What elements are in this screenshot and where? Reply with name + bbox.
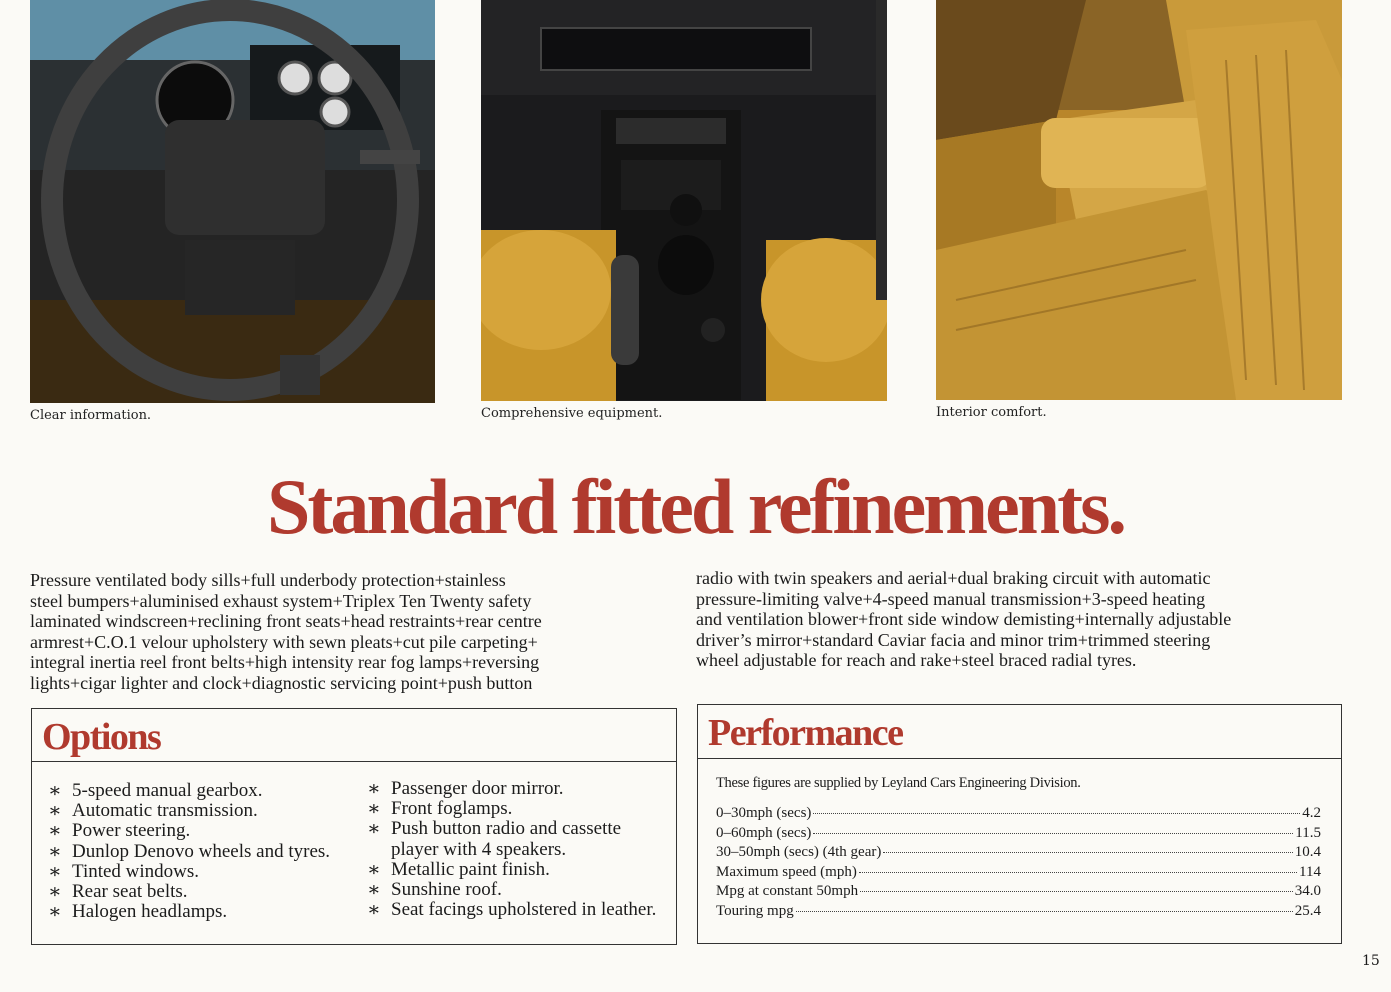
options-box xyxy=(31,708,677,945)
asterisk-icon: ∗ xyxy=(48,800,62,823)
performance-label: Touring mpg xyxy=(716,902,794,919)
body-line: wheel adjustable for reach and rake+steel braced radial tyres. xyxy=(696,650,1137,670)
performance-value: 25.4 xyxy=(1294,902,1321,919)
performance-row xyxy=(716,805,1321,825)
performance-note: These figures are supplied by Leyland Cars Engineering Division. xyxy=(716,775,1081,791)
body-line: laminated windscreen+reclining front seats+head restraints+rear centre xyxy=(30,611,542,631)
headline: Standard fitted refinements. xyxy=(267,463,1124,550)
performance-row xyxy=(716,883,1321,903)
asterisk-icon: ∗ xyxy=(367,879,381,902)
performance-value: 4.2 xyxy=(1302,805,1321,821)
asterisk-icon: ∗ xyxy=(367,899,381,922)
dot-leader xyxy=(813,833,1293,834)
option-item: ∗ Power steering. xyxy=(48,820,191,843)
performance-row xyxy=(716,903,1321,923)
dot-leader xyxy=(883,852,1292,853)
performance-label: 0–30mph (secs) xyxy=(716,805,812,821)
photo-dashboard xyxy=(30,0,435,403)
options-list-right xyxy=(367,779,657,920)
performance-row xyxy=(716,844,1321,864)
performance-value: 11.5 xyxy=(1295,824,1321,841)
body-line: integral inertia reel front belts+high intensity rear fog lamps+reversing xyxy=(30,652,540,672)
body-line: and ventilation blower+front side window demisting+internally adjustable xyxy=(696,609,1232,629)
performance-value: 10.4 xyxy=(1294,844,1321,861)
asterisk-icon: ∗ xyxy=(48,780,62,802)
body-line: radio with twin speakers and aerial+dual braking circuit with automatic xyxy=(696,568,1211,588)
photo-console xyxy=(481,0,887,401)
performance-box xyxy=(697,704,1342,944)
option-item: ∗ Sunshine roof. xyxy=(367,879,502,902)
body-left-column xyxy=(30,570,670,693)
body-right-column xyxy=(696,568,1356,671)
performance-value: 34.0 xyxy=(1294,883,1321,900)
option-item: ∗ Push button radio and cassette player with 4 speakers. xyxy=(367,818,622,860)
photo-caption: Comprehensive equipment. xyxy=(481,406,663,421)
performance-title: Performance xyxy=(708,712,903,754)
options-header xyxy=(32,709,676,762)
option-item: ∗ Dunlop Denovo wheels and tyres. xyxy=(48,840,331,863)
asterisk-icon: ∗ xyxy=(48,881,62,904)
asterisk-icon: ∗ xyxy=(48,840,62,863)
page-number: 15 xyxy=(1362,953,1380,969)
performance-row xyxy=(716,864,1321,884)
dot-leader xyxy=(860,891,1293,892)
dot-leader xyxy=(796,911,1293,912)
photo-interior xyxy=(936,0,1342,400)
body-line: steel bumpers+aluminised exhaust system+Triplex Ten Twenty safety xyxy=(30,590,532,611)
performance-label: 0–60mph (secs) xyxy=(716,824,812,841)
performance-label: 30–50mph (secs) (4th gear) xyxy=(716,844,882,861)
option-item: ∗ Seat facings upholstered in leather. xyxy=(367,899,657,922)
asterisk-icon: ∗ xyxy=(48,820,62,843)
dot-leader xyxy=(859,872,1297,873)
asterisk-icon: ∗ xyxy=(48,901,62,924)
body-line: driver’s mirror+standard Caviar facia and minor trim+trimmed steering xyxy=(696,629,1211,650)
options-list-left xyxy=(48,781,368,922)
photo-caption: Clear information. xyxy=(30,408,152,423)
photo-caption: Interior comfort. xyxy=(936,405,1047,420)
option-item: ∗ Automatic transmission. xyxy=(48,800,258,823)
option-item: ∗ Tinted windows. xyxy=(48,860,200,883)
performance-value: 114 xyxy=(1299,863,1321,880)
option-item: ∗ 5-speed manual gearbox. xyxy=(48,780,263,802)
option-item: ∗ Front foglamps. xyxy=(367,798,513,821)
options-title: Options xyxy=(42,716,161,758)
body-line: pressure-limiting valve+4-speed manual transmission+3-speed heating xyxy=(696,588,1206,609)
body-line: lights+cigar lighter and clock+diagnostic servicing point+push button xyxy=(30,672,533,693)
option-item: ∗ Halogen headlamps. xyxy=(48,901,228,924)
performance-label: Mpg at constant 50mph xyxy=(716,883,859,900)
asterisk-icon: ∗ xyxy=(48,860,62,883)
performance-label: Maximum speed (mph) xyxy=(716,863,857,880)
dot-leader xyxy=(813,813,1300,814)
asterisk-icon: ∗ xyxy=(367,778,381,800)
body-line: armrest+C.O.1 velour upholstery with sewn pleats+cut pile carpeting+ xyxy=(30,631,538,652)
asterisk-icon: ∗ xyxy=(367,858,381,881)
asterisk-icon: ∗ xyxy=(367,798,381,821)
performance-row xyxy=(716,825,1321,845)
asterisk-icon: ∗ xyxy=(367,818,381,841)
option-item: ∗ Metallic paint finish. xyxy=(367,858,550,881)
option-item: ∗ Passenger door mirror. xyxy=(367,778,564,800)
option-item: ∗ Rear seat belts. xyxy=(48,881,188,904)
performance-header xyxy=(698,705,1341,759)
body-line: Pressure ventilated body sills+full underbody protection+stainless xyxy=(30,570,506,590)
performance-table xyxy=(716,805,1321,923)
